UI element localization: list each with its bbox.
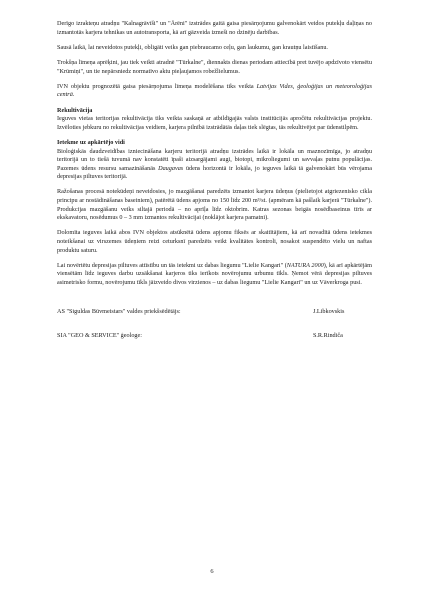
paragraph-water-washing: Ražošanas procesā notekūdeņi neveidosies, jo mazgāšanai paredzēts izmantot karjera ūdeņus (pielietojot atgriezenisko cikla principu ar nostādināšanas baseiniem), patērētā ūdens apjoms no 150 līdz 200 m³/st. (apmēram kā pašlaik karjerā "Tūrkalne"). Produkcijas mazgāšanu veiks siltajā periodā – no aprīļa līdz oktobrim. Katras sezonas beigās nosēdbaseinus tīrīs ar ekskavatoru, nosēdumus 0 – 3 mm izmantos rekultivācijai (noklājot karjera pamatni). <box>57 188 372 222</box>
paragraph-dust-control: Sausā laikā, lai neveidotos putekļi, obligāti veiks gan piebraucamo ceļu, gan laukumu, gan krautņu laistīšanu. <box>57 43 328 51</box>
recultivation-heading: Rekultivācija <box>57 106 93 114</box>
signature-name: S.R.Rindiča <box>312 331 343 339</box>
section-recultivation <box>57 107 372 133</box>
paragraph-water-monitoring: Dolomīta ieguves laikā abos IVN objektos atsūknētā ūdens apjomu fiksēs ar skaitītājiem, kā arī novadītā ūdens ietekmes noteikšanai uz virszemes ūdeņiem reizi ceturksnī paredzēts veikt kvalitātes kontroli, nosakot suspendēto vielu un naftas produktu saturu. <box>57 229 372 254</box>
signature-name: J.Libkovskis <box>312 308 345 316</box>
environment-daugava: Daugavas <box>158 164 184 172</box>
paragraph-modelling <box>57 83 372 100</box>
signature-row-1 <box>57 308 372 317</box>
paragraph-air-pollution: Derīgo izrakteņu atradņu "Kalnagrāvīši" un "Ārēni" izstrādes gaitā gaisa piesārņojumu galvenokārt veidos putekļu daļiņas no izmantotās karjera tehnikas un autotransporta, kā arī gāzveida izmeši no dzinēju darbības. <box>57 20 372 36</box>
environment-text-a: Bioloģiskās daudzveidības izniecināšana karjeru teritorijā atradņu izstrādes laikā ir lokāla un maznozīmīga, jo atradņu teritorijā un to tiešā tuvumā nav konstatēti īpaši aizsargājami augi, biotopi, mikroliegumi un savvaļas putnu populācijas. Pazemes ūdens resursu samazināšanās <box>57 147 372 172</box>
depression-text-a: Lai novērtētu depresijas piltuves attīstību un tās ietekmi uz dabas liegumu "Lielie Kangari" ( <box>57 261 287 269</box>
depression-natura: NATURA 2000 <box>286 261 324 269</box>
environment-heading: Ietekme uz apkārtējo vidi <box>57 138 125 146</box>
signature-row-2 <box>57 332 372 341</box>
signature-role: AS "Siguldas Būvmeistars" valdes priekšsēdētājs: <box>57 308 181 316</box>
environment-text <box>57 148 372 182</box>
recultivation-text: Ieguves vietas teritorijas rekultivācija tiks veikta saskaņā ar atbildīgajās valsts institūcijās apročētu rekultivācijas projektu. Izvēloties jebkuru no rekultivācijas veidiem, karjera pilnībā izstrādātās daļas tiek slēgtas, tās rekultivējot par ūdenstilpēm. <box>57 115 372 131</box>
signature-role: SIA "GEO & SERVICE" ģeologe: <box>57 331 142 339</box>
page-number: 6 <box>210 568 214 575</box>
paragraph-noise: Trokšņa līmeņa aprēķini, jau tiek veikti atradnē "Tūrkalne", diennakts dienas periodam attiecībā pret tuvējo apdzīvoto viensētu "Krūmiņi", un tie nepārsniedz normatīvo aktu pieļaujamos robežlielumus. <box>57 58 372 75</box>
depression-text-b: ), kā arī apkārtējām viensētām līdz ieguves darbu uzsākšanai karjeros tiks ierīkots novērojumu urbumu tīkls. Ņemot vērā depresijas piltuves asimetrisko formu, novērojumu tīkls jāizveido divos virzienos – uz dabas liegumu "Lielie Kangari" un uz Vāverkroga pusi. <box>57 261 372 286</box>
modelling-text: IVN objektu prognozētā gaisa piesārņojuma līmeņa modelēšana tiks veikta <box>57 82 257 90</box>
modelling-institution: Latvijas Vides, ģeoloģijas un meteoroloģijas centrā. <box>57 82 372 99</box>
section-environment <box>57 139 372 182</box>
environment-text-b: ūdens horizontā ir lokāla, jo ieguves laikā tā galvenokārt būs vērojama depresijas piltuves teritorijā. <box>57 164 372 181</box>
paragraph-depression-funnel <box>57 262 372 288</box>
